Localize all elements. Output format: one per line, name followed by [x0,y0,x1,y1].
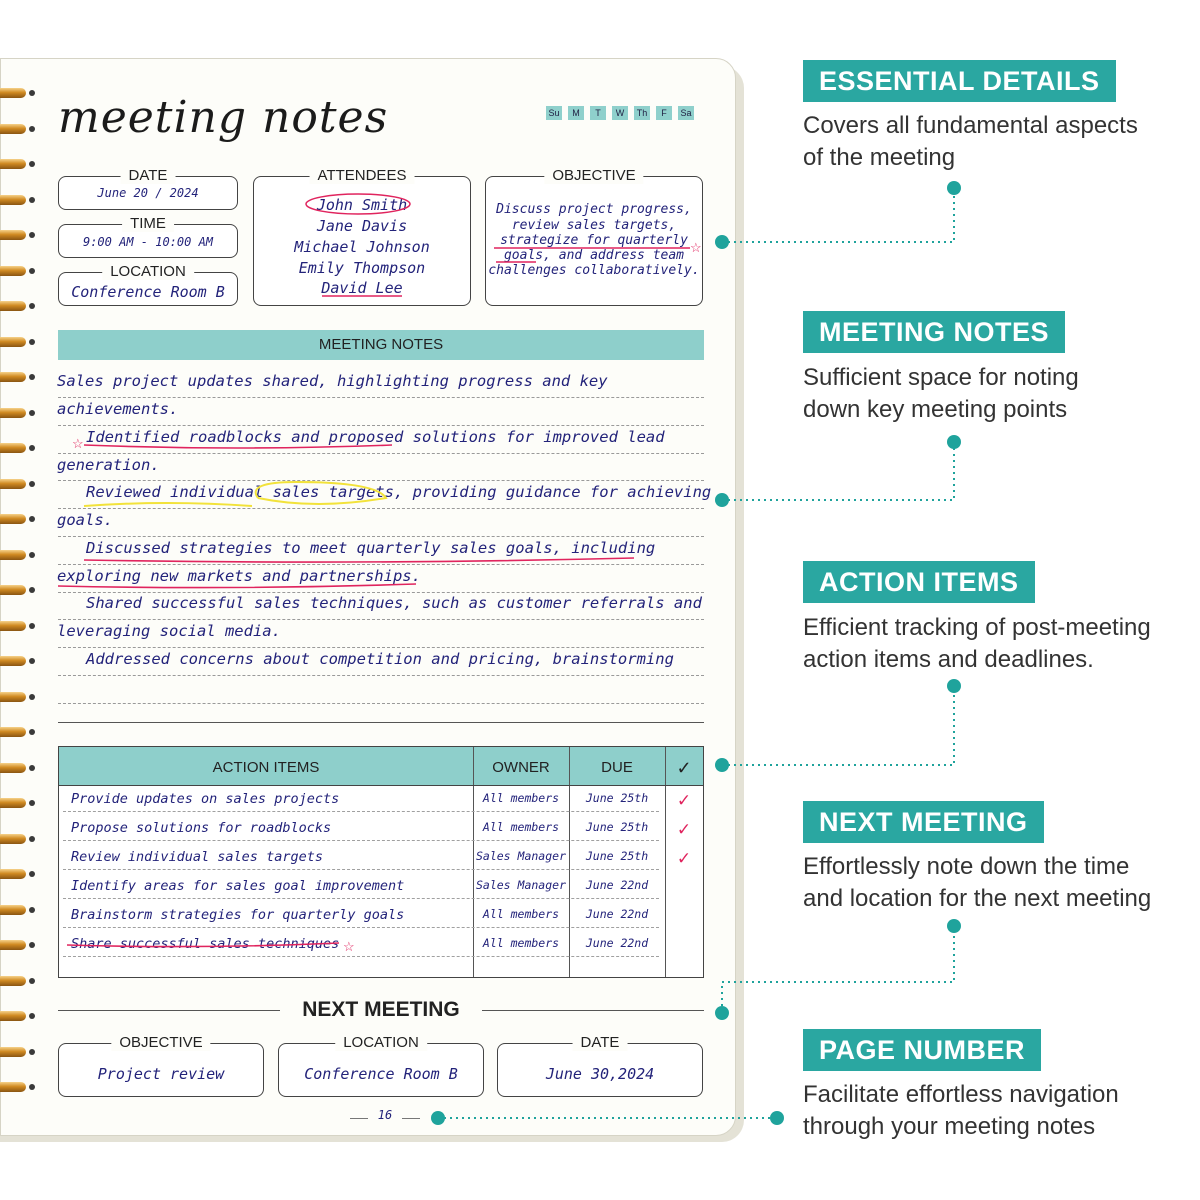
svg-text:☆: ☆ [343,939,355,954]
note-text: generation. [57,456,160,474]
note-text: Discussed strategies to meet quarterly sales goals, including [86,539,656,557]
objective-line: challenges collaboratively. [488,263,700,278]
due-header: DUE [601,759,633,776]
callout-next-meeting-desc: Effortlessly note down the time and location for the next meeting [803,853,1152,912]
note-text: Reviewed individual sales targets, providing guidance for achieving [86,483,712,501]
objective-line: review sales targets, [511,218,677,233]
next-meeting-title: NEXT MEETING [302,998,460,1021]
callout-essential-details-title: ESSENTIAL DETAILS [803,60,1116,102]
connector-dot [770,1111,784,1125]
note-text: Sales project updates shared, highlighting progress and key [57,372,608,390]
day-w[interactable]: W [612,106,628,120]
connector-dot [947,435,961,449]
objective-line: Discuss project progress, [496,202,692,217]
action-item-text: Identify areas for sales goal improvement [71,878,405,894]
check-header: ✓ [676,758,692,778]
note-text: exploring new markets and partnerships. [57,567,421,585]
meeting-notes-header: MEETING NOTES [58,330,704,360]
owner-header: OWNER [492,759,550,776]
date-label: DATE [121,167,176,184]
callout-meeting-notes-title: MEETING NOTES [803,311,1065,353]
action-owner: All members [482,791,560,805]
callout-next-meeting-title: NEXT MEETING [803,801,1044,843]
action-owner: All members [482,936,560,950]
callout-action-items-desc: Efficient tracking of post-meeting action items and deadlines. [803,614,1151,673]
note-text: leveraging social media. [57,622,281,640]
note-text: Identified roadblocks and proposed solutions for improved lead [86,428,665,446]
objective-label: OBJECTIVE [544,167,643,184]
next-objective-label: OBJECTIVE [111,1034,210,1051]
attendee: Jane Davis [316,217,408,235]
action-due: June 22nd [585,878,649,892]
callout-meeting-notes-desc: Sufficient space for noting down key meeting points [803,364,1079,423]
action-due: June 25th [585,791,649,805]
action-due: June 25th [585,820,649,834]
attendees-label: ATTENDEES [310,167,415,184]
action-item-text: Provide updates on sales projects [71,791,340,807]
next-location-label: LOCATION [335,1034,427,1051]
connector-dot [715,235,729,249]
svg-text:☆: ☆ [690,240,702,255]
next-date-value: June 30,2024 [545,1065,655,1083]
date-value: June 20 / 2024 [97,186,199,200]
day-sa[interactable]: Sa [678,106,694,120]
action-item-text: Propose solutions for roadblocks [71,820,332,836]
action-check: ✓ [676,849,692,868]
action-check: ✓ [676,820,692,839]
objective-line: goals, and address team [503,248,684,263]
day-th[interactable]: Th [634,106,650,120]
note-text: goals. [57,511,113,529]
svg-text:☆: ☆ [72,436,84,451]
callout-page-number-desc: Facilitate effortless navigation through your meeting notes [803,1081,1119,1140]
note-text: Addressed concerns about competition and pricing, brainstorming [86,650,674,668]
attendee: David Lee [321,279,403,297]
time-value: 9:00 AM - 10:00 AM [82,235,214,249]
time-label: TIME [122,215,174,232]
action-owner: Sales Manager [475,878,566,892]
connector-dot [947,181,961,195]
action-items-header: ACTION ITEMS [212,759,320,776]
connector-dot [431,1111,445,1125]
note-text: Shared successful sales techniques, such as customer referrals and [86,594,702,612]
action-item-text: Review individual sales targets [71,849,323,865]
note-text: achievements. [57,400,179,418]
next-objective-value: Project review [97,1065,225,1083]
location-value: Conference Room B [71,283,225,301]
action-due: June 25th [585,849,649,863]
action-due: June 22nd [585,936,649,950]
next-location-value: Conference Room B [304,1065,458,1083]
callout-action-items-title: ACTION ITEMS [803,561,1035,603]
attendee: Michael Johnson [294,238,430,256]
page-number: 16 [377,1108,393,1122]
action-item-text: Share successful sales techniques [71,936,340,952]
connector-dot [947,919,961,933]
attendee: Emily Thompson [298,259,426,277]
attendee: John Smith [316,196,408,214]
day-f[interactable]: F [656,106,672,120]
action-due: June 22nd [585,907,649,921]
location-label: LOCATION [102,263,194,280]
day-m[interactable]: M [568,106,584,120]
callout-essential-details-desc: Covers all fundamental aspects of the meeting [803,112,1138,171]
action-owner: All members [482,820,560,834]
next-date-label: DATE [573,1034,628,1051]
page-title: meeting notes [58,92,389,143]
day-t[interactable]: T [590,106,606,120]
action-owner: Sales Manager [475,849,566,863]
callout-page-number-title: PAGE NUMBER [803,1029,1041,1071]
action-owner: All members [482,907,560,921]
connector-dot [947,679,961,693]
action-check: ✓ [676,791,692,810]
objective-line: strategize for quarterly [500,233,688,248]
day-su[interactable]: Su [546,106,562,120]
connector-dot [715,758,729,772]
action-item-text: Brainstorm strategies for quarterly goals [71,907,405,923]
connector-dot [715,493,729,507]
connector-dot [715,1006,729,1020]
